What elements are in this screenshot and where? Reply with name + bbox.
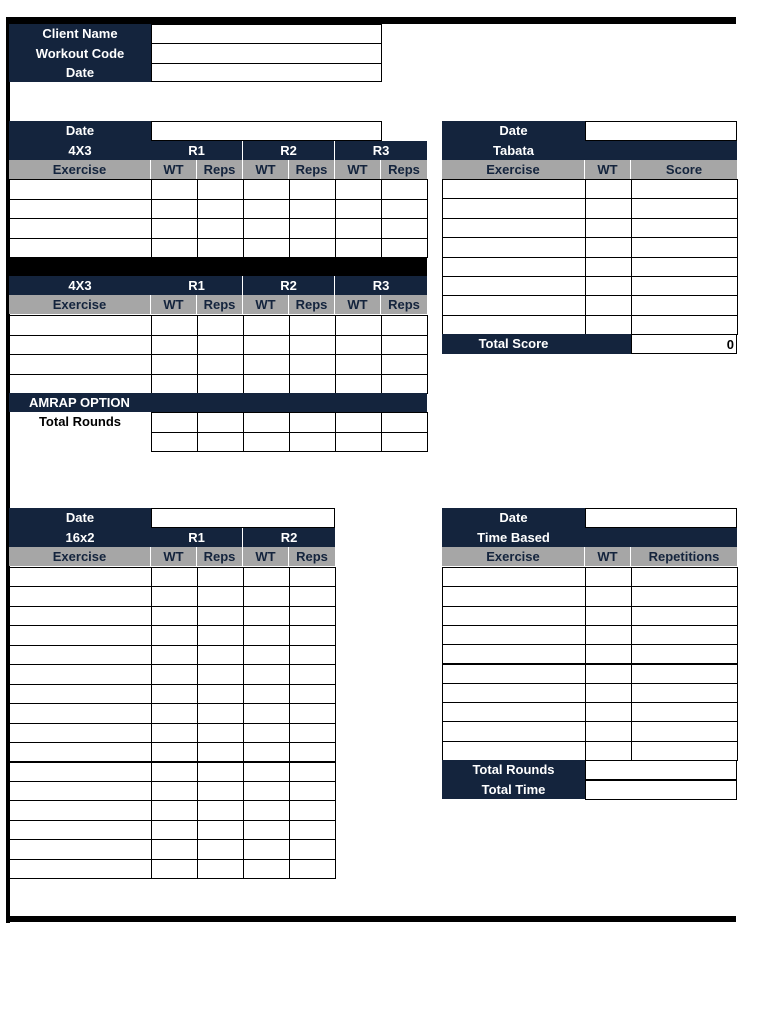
tabata-row-cell[interactable]: [631, 276, 738, 296]
exercise-row-cell[interactable]: [197, 335, 244, 356]
block-4x3-date-label: Date: [9, 121, 151, 141]
exercise-row-cell[interactable]: [243, 820, 290, 840]
column-header: Reps: [289, 547, 335, 566]
column-header: Exercise: [442, 160, 585, 179]
exercise-row-cell[interactable]: [243, 723, 290, 743]
column-header: Reps: [197, 160, 243, 179]
block-4x3-format-label: 4X3: [9, 141, 151, 160]
exercise-row-cell[interactable]: [243, 179, 290, 200]
time-based-row-cell[interactable]: [631, 664, 738, 684]
exercise-row-cell[interactable]: [289, 354, 336, 375]
time-based-date-label: Date: [442, 508, 585, 528]
tabata-row-cell[interactable]: [442, 295, 586, 315]
amrap-row-cell[interactable]: [381, 412, 428, 433]
column-header: WT: [243, 160, 289, 179]
exercise-row-cell[interactable]: [197, 820, 244, 840]
tabata-format-label: Tabata: [442, 141, 585, 160]
tabata-total-score-spacer: [585, 334, 631, 354]
amrap-row-cell[interactable]: [197, 412, 244, 433]
tabata-row-cell[interactable]: [585, 276, 632, 296]
exercise-row-cell[interactable]: [9, 354, 152, 375]
exercise-row-cell[interactable]: [289, 664, 336, 684]
exercise-row-cell[interactable]: [289, 567, 336, 587]
column-header: WT: [585, 547, 631, 566]
exercise-row-cell[interactable]: [243, 800, 290, 820]
exercise-row-cell[interactable]: [289, 820, 336, 840]
frame-top-border: [6, 17, 736, 24]
block-16x2-date-field[interactable]: [151, 508, 335, 528]
exercise-row-cell[interactable]: [197, 645, 244, 665]
round-header-r1: R1: [151, 276, 243, 295]
round-header-r1: R1: [151, 141, 243, 160]
round-header-r3: R3: [335, 141, 427, 160]
time-based-row-cell[interactable]: [585, 606, 632, 626]
exercise-row-cell[interactable]: [151, 374, 198, 395]
exercise-row-cell[interactable]: [197, 238, 244, 259]
exercise-row-cell[interactable]: [151, 703, 198, 723]
amrap-row-cell[interactable]: [243, 432, 290, 453]
column-header: Reps: [197, 295, 243, 314]
exercise-row-cell[interactable]: [151, 335, 198, 356]
exercise-row-cell[interactable]: [243, 684, 290, 704]
exercise-row-cell[interactable]: [335, 315, 382, 336]
round-header-r3: R3: [335, 276, 427, 295]
tabata-row-cell[interactable]: [631, 179, 738, 199]
exercise-row-cell[interactable]: [289, 645, 336, 665]
exercise-row-cell[interactable]: [151, 179, 198, 200]
exercise-row-cell[interactable]: [381, 315, 428, 336]
tabata-row-cell[interactable]: [585, 295, 632, 315]
column-header: WT: [335, 160, 381, 179]
exercise-row-cell[interactable]: [9, 859, 152, 879]
exercise-row-cell[interactable]: [289, 723, 336, 743]
exercise-row-cell[interactable]: [243, 664, 290, 684]
amrap-row-cell[interactable]: [289, 412, 336, 433]
exercise-row-cell[interactable]: [197, 762, 244, 782]
tabata-row-cell[interactable]: [631, 315, 738, 335]
exercise-row-cell[interactable]: [197, 354, 244, 375]
amrap-option-label: AMRAP OPTION: [9, 393, 427, 412]
exercise-row-cell[interactable]: [197, 664, 244, 684]
time-based-row-cell[interactable]: [585, 702, 632, 722]
time-based-row-cell[interactable]: [631, 741, 738, 761]
exercise-row-cell[interactable]: [197, 199, 244, 220]
exercise-row-cell[interactable]: [289, 742, 336, 762]
tabata-row-cell[interactable]: [442, 257, 586, 277]
exercise-row-cell[interactable]: [243, 839, 290, 859]
block-16x2-format-label: 16x2: [9, 528, 151, 547]
amrap-row-cell[interactable]: [151, 432, 198, 453]
exercise-row-cell[interactable]: [197, 625, 244, 645]
column-header: Reps: [289, 160, 335, 179]
tabata-row-cell[interactable]: [631, 237, 738, 257]
time-based-total-time-label: Total Time: [442, 780, 585, 799]
exercise-row-cell[interactable]: [9, 820, 152, 840]
client-name-label: Client Name: [9, 24, 151, 44]
time-based-row-cell[interactable]: [585, 721, 632, 741]
workout-code-label: Workout Code: [9, 44, 151, 63]
tabata-row-cell[interactable]: [585, 218, 632, 238]
exercise-row-cell[interactable]: [151, 354, 198, 375]
time-based-row-cell[interactable]: [442, 644, 586, 664]
exercise-row-cell[interactable]: [151, 781, 198, 801]
exercise-row-cell[interactable]: [243, 567, 290, 587]
column-header: Reps: [197, 547, 243, 566]
exercise-row-cell[interactable]: [151, 762, 198, 782]
column-header: WT: [151, 547, 197, 566]
exercise-row-cell[interactable]: [197, 374, 244, 395]
exercise-row-cell[interactable]: [9, 199, 152, 220]
exercise-row-cell[interactable]: [289, 586, 336, 606]
exercise-row-cell[interactable]: [9, 664, 152, 684]
time-based-row-cell[interactable]: [631, 567, 738, 587]
exercise-row-cell[interactable]: [335, 199, 382, 220]
round-header-r2: R2: [243, 276, 335, 295]
tabata-date-field[interactable]: [585, 121, 737, 141]
tabata-row-cell[interactable]: [442, 276, 586, 296]
exercise-row-cell[interactable]: [9, 586, 152, 606]
exercise-row-cell[interactable]: [243, 859, 290, 879]
tabata-row-cell[interactable]: [442, 198, 586, 218]
exercise-row-cell[interactable]: [289, 800, 336, 820]
exercise-row-cell[interactable]: [151, 199, 198, 220]
exercise-row-cell[interactable]: [9, 723, 152, 743]
column-header: WT: [585, 160, 631, 179]
exercise-row-cell[interactable]: [243, 625, 290, 645]
block-16x2-date-label: Date: [9, 508, 151, 528]
exercise-row-cell[interactable]: [335, 374, 382, 395]
exercise-row-cell[interactable]: [9, 238, 152, 259]
exercise-row-cell[interactable]: [243, 742, 290, 762]
frame-bottom-border: [6, 916, 736, 922]
exercise-row-cell[interactable]: [197, 586, 244, 606]
column-header: WT: [243, 295, 289, 314]
time-based-row-cell[interactable]: [631, 625, 738, 645]
amrap-total-rounds-label: Total Rounds: [38, 414, 122, 429]
date-label: Date: [9, 63, 151, 82]
tabata-row-cell[interactable]: [442, 218, 586, 238]
exercise-row-cell[interactable]: [9, 606, 152, 626]
exercise-row-cell[interactable]: [243, 315, 290, 336]
exercise-row-cell[interactable]: [9, 315, 152, 336]
time-based-row-cell[interactable]: [585, 664, 632, 684]
exercise-row-cell[interactable]: [151, 645, 198, 665]
exercise-row-cell[interactable]: [289, 179, 336, 200]
block-4x3-date-field[interactable]: [151, 121, 382, 141]
tabata-format-spacer: [585, 141, 737, 160]
exercise-row-cell[interactable]: [151, 606, 198, 626]
exercise-row-cell[interactable]: [289, 335, 336, 356]
amrap-row-cell[interactable]: [335, 412, 382, 433]
time-based-row-cell[interactable]: [442, 664, 586, 684]
tabata-row-cell[interactable]: [631, 198, 738, 218]
time-based-date-field[interactable]: [585, 508, 737, 528]
tabata-row-cell[interactable]: [585, 179, 632, 199]
block-4x3b-format-label: 4X3: [9, 276, 151, 295]
exercise-row-cell[interactable]: [289, 762, 336, 782]
time-based-row-cell[interactable]: [585, 644, 632, 664]
exercise-row-cell[interactable]: [151, 567, 198, 587]
round-header-r2: R2: [243, 141, 335, 160]
tabata-row-cell[interactable]: [442, 237, 586, 257]
exercise-row-cell[interactable]: [289, 859, 336, 879]
exercise-row-cell[interactable]: [197, 218, 244, 239]
time-based-row-cell[interactable]: [442, 702, 586, 722]
tabata-row-cell[interactable]: [585, 257, 632, 277]
time-based-row-cell[interactable]: [585, 683, 632, 703]
exercise-row-cell[interactable]: [9, 335, 152, 356]
tabata-date-label: Date: [442, 121, 585, 141]
column-header: WT: [151, 295, 197, 314]
exercise-row-cell[interactable]: [9, 374, 152, 395]
exercise-row-cell[interactable]: [197, 606, 244, 626]
exercise-row-cell[interactable]: [381, 354, 428, 375]
exercise-row-cell[interactable]: [151, 218, 198, 239]
exercise-row-cell[interactable]: [197, 703, 244, 723]
exercise-row-cell[interactable]: [151, 723, 198, 743]
time-based-row-cell[interactable]: [631, 644, 738, 664]
exercise-row-cell[interactable]: [243, 781, 290, 801]
amrap-row-cell[interactable]: [289, 432, 336, 453]
time-based-row-cell[interactable]: [442, 741, 586, 761]
exercise-row-cell[interactable]: [289, 315, 336, 336]
amrap-row-cell[interactable]: [243, 412, 290, 433]
column-header: WT: [335, 295, 381, 314]
time-based-row-cell[interactable]: [442, 683, 586, 703]
exercise-row-cell[interactable]: [243, 354, 290, 375]
exercise-row-cell[interactable]: [289, 625, 336, 645]
exercise-row-cell[interactable]: [243, 703, 290, 723]
time-based-row-cell[interactable]: [631, 586, 738, 606]
exercise-row-cell[interactable]: [9, 645, 152, 665]
exercise-row-cell[interactable]: [151, 586, 198, 606]
column-header: Repetitions: [631, 547, 737, 566]
time-based-row-cell[interactable]: [585, 567, 632, 587]
client-name-field[interactable]: [151, 24, 382, 44]
exercise-row-cell[interactable]: [289, 238, 336, 259]
exercise-row-cell[interactable]: [9, 839, 152, 859]
time-based-row-cell[interactable]: [442, 721, 586, 741]
exercise-row-cell[interactable]: [9, 218, 152, 239]
column-header: Exercise: [9, 295, 151, 314]
exercise-row-cell[interactable]: [335, 354, 382, 375]
exercise-row-cell[interactable]: [151, 800, 198, 820]
exercise-row-cell[interactable]: [9, 625, 152, 645]
amrap-row-cell[interactable]: [381, 432, 428, 453]
column-header: Score: [631, 160, 737, 179]
exercise-row-cell[interactable]: [9, 684, 152, 704]
exercise-row-cell[interactable]: [381, 179, 428, 200]
exercise-row-cell[interactable]: [243, 335, 290, 356]
exercise-row-cell[interactable]: [381, 199, 428, 220]
exercise-row-cell[interactable]: [151, 820, 198, 840]
time-based-row-cell[interactable]: [585, 586, 632, 606]
time-based-row-cell[interactable]: [631, 721, 738, 741]
tabata-row-cell[interactable]: [631, 218, 738, 238]
time-based-row-cell[interactable]: [631, 683, 738, 703]
exercise-row-cell[interactable]: [197, 684, 244, 704]
amrap-row-cell[interactable]: [151, 412, 198, 433]
tabata-row-cell[interactable]: [442, 315, 586, 335]
time-based-row-cell[interactable]: [442, 625, 586, 645]
exercise-row-cell[interactable]: [381, 218, 428, 239]
column-header: Exercise: [9, 547, 151, 566]
exercise-row-cell[interactable]: [9, 703, 152, 723]
exercise-row-cell[interactable]: [243, 586, 290, 606]
tabata-row-cell[interactable]: [585, 198, 632, 218]
exercise-row-cell[interactable]: [151, 664, 198, 684]
time-based-row-cell[interactable]: [442, 567, 586, 587]
date-field[interactable]: [151, 63, 382, 82]
round-header-r2: R2: [243, 528, 335, 547]
exercise-row-cell[interactable]: [335, 238, 382, 259]
tabata-row-cell[interactable]: [585, 237, 632, 257]
exercise-row-cell[interactable]: [151, 684, 198, 704]
exercise-row-cell[interactable]: [197, 567, 244, 587]
column-header: WT: [151, 160, 197, 179]
exercise-row-cell[interactable]: [9, 781, 152, 801]
exercise-row-cell[interactable]: [243, 238, 290, 259]
exercise-row-cell[interactable]: [243, 645, 290, 665]
tabata-row-cell[interactable]: [631, 257, 738, 277]
tabata-total-score-label: Total Score: [442, 334, 585, 354]
exercise-row-cell[interactable]: [197, 839, 244, 859]
time-based-total-time-field[interactable]: [585, 780, 737, 800]
exercise-row-cell[interactable]: [289, 606, 336, 626]
exercise-row-cell[interactable]: [243, 199, 290, 220]
exercise-row-cell[interactable]: [197, 742, 244, 762]
time-based-format-label: Time Based: [442, 528, 585, 547]
tabata-row-cell[interactable]: [631, 295, 738, 315]
exercise-row-cell[interactable]: [151, 315, 198, 336]
column-header: Exercise: [9, 160, 151, 179]
exercise-row-cell[interactable]: [151, 839, 198, 859]
amrap-row-cell[interactable]: [197, 432, 244, 453]
section-divider: [9, 257, 427, 276]
exercise-row-cell[interactable]: [243, 374, 290, 395]
time-based-row-cell[interactable]: [585, 625, 632, 645]
exercise-row-cell[interactable]: [335, 335, 382, 356]
exercise-row-cell[interactable]: [197, 723, 244, 743]
exercise-row-cell[interactable]: [151, 625, 198, 645]
round-header-r1: R1: [151, 528, 243, 547]
exercise-row-cell[interactable]: [197, 859, 244, 879]
exercise-row-cell[interactable]: [9, 742, 152, 762]
column-header: Reps: [289, 295, 335, 314]
time-based-row-cell[interactable]: [631, 702, 738, 722]
column-header: Reps: [381, 160, 427, 179]
time-based-row-cell[interactable]: [631, 606, 738, 626]
exercise-row-cell[interactable]: [289, 218, 336, 239]
tabata-row-cell[interactable]: [585, 315, 632, 335]
exercise-row-cell[interactable]: [289, 703, 336, 723]
tabata-row-cell[interactable]: [442, 179, 586, 199]
time-based-total-rounds-label: Total Rounds: [442, 760, 585, 780]
exercise-row-cell[interactable]: [243, 606, 290, 626]
exercise-row-cell[interactable]: [9, 762, 152, 782]
exercise-row-cell[interactable]: [289, 374, 336, 395]
exercise-row-cell[interactable]: [289, 781, 336, 801]
exercise-row-cell[interactable]: [9, 567, 152, 587]
exercise-row-cell[interactable]: [151, 859, 198, 879]
amrap-row-cell[interactable]: [335, 432, 382, 453]
exercise-row-cell[interactable]: [335, 179, 382, 200]
time-based-row-cell[interactable]: [442, 586, 586, 606]
exercise-row-cell[interactable]: [289, 199, 336, 220]
time-based-total-rounds-field[interactable]: [585, 760, 737, 780]
exercise-row-cell[interactable]: [9, 800, 152, 820]
exercise-row-cell[interactable]: [289, 839, 336, 859]
column-header: WT: [243, 547, 289, 566]
exercise-row-cell[interactable]: [335, 218, 382, 239]
exercise-row-cell[interactable]: [197, 781, 244, 801]
exercise-row-cell[interactable]: [243, 762, 290, 782]
exercise-row-cell[interactable]: [381, 374, 428, 395]
tabata-total-score-value: 0: [631, 334, 737, 354]
exercise-row-cell[interactable]: [197, 800, 244, 820]
exercise-row-cell[interactable]: [9, 179, 152, 200]
column-header: Reps: [381, 295, 427, 314]
time-based-row-cell[interactable]: [585, 741, 632, 761]
exercise-row-cell[interactable]: [289, 684, 336, 704]
exercise-row-cell[interactable]: [243, 218, 290, 239]
exercise-row-cell[interactable]: [381, 238, 428, 259]
exercise-row-cell[interactable]: [151, 238, 198, 259]
exercise-row-cell[interactable]: [197, 179, 244, 200]
exercise-row-cell[interactable]: [151, 742, 198, 762]
time-based-row-cell[interactable]: [442, 606, 586, 626]
time-based-format-spacer: [585, 528, 737, 547]
exercise-row-cell[interactable]: [381, 335, 428, 356]
workout-code-field[interactable]: [151, 43, 382, 64]
exercise-row-cell[interactable]: [197, 315, 244, 336]
column-header: Exercise: [442, 547, 585, 566]
